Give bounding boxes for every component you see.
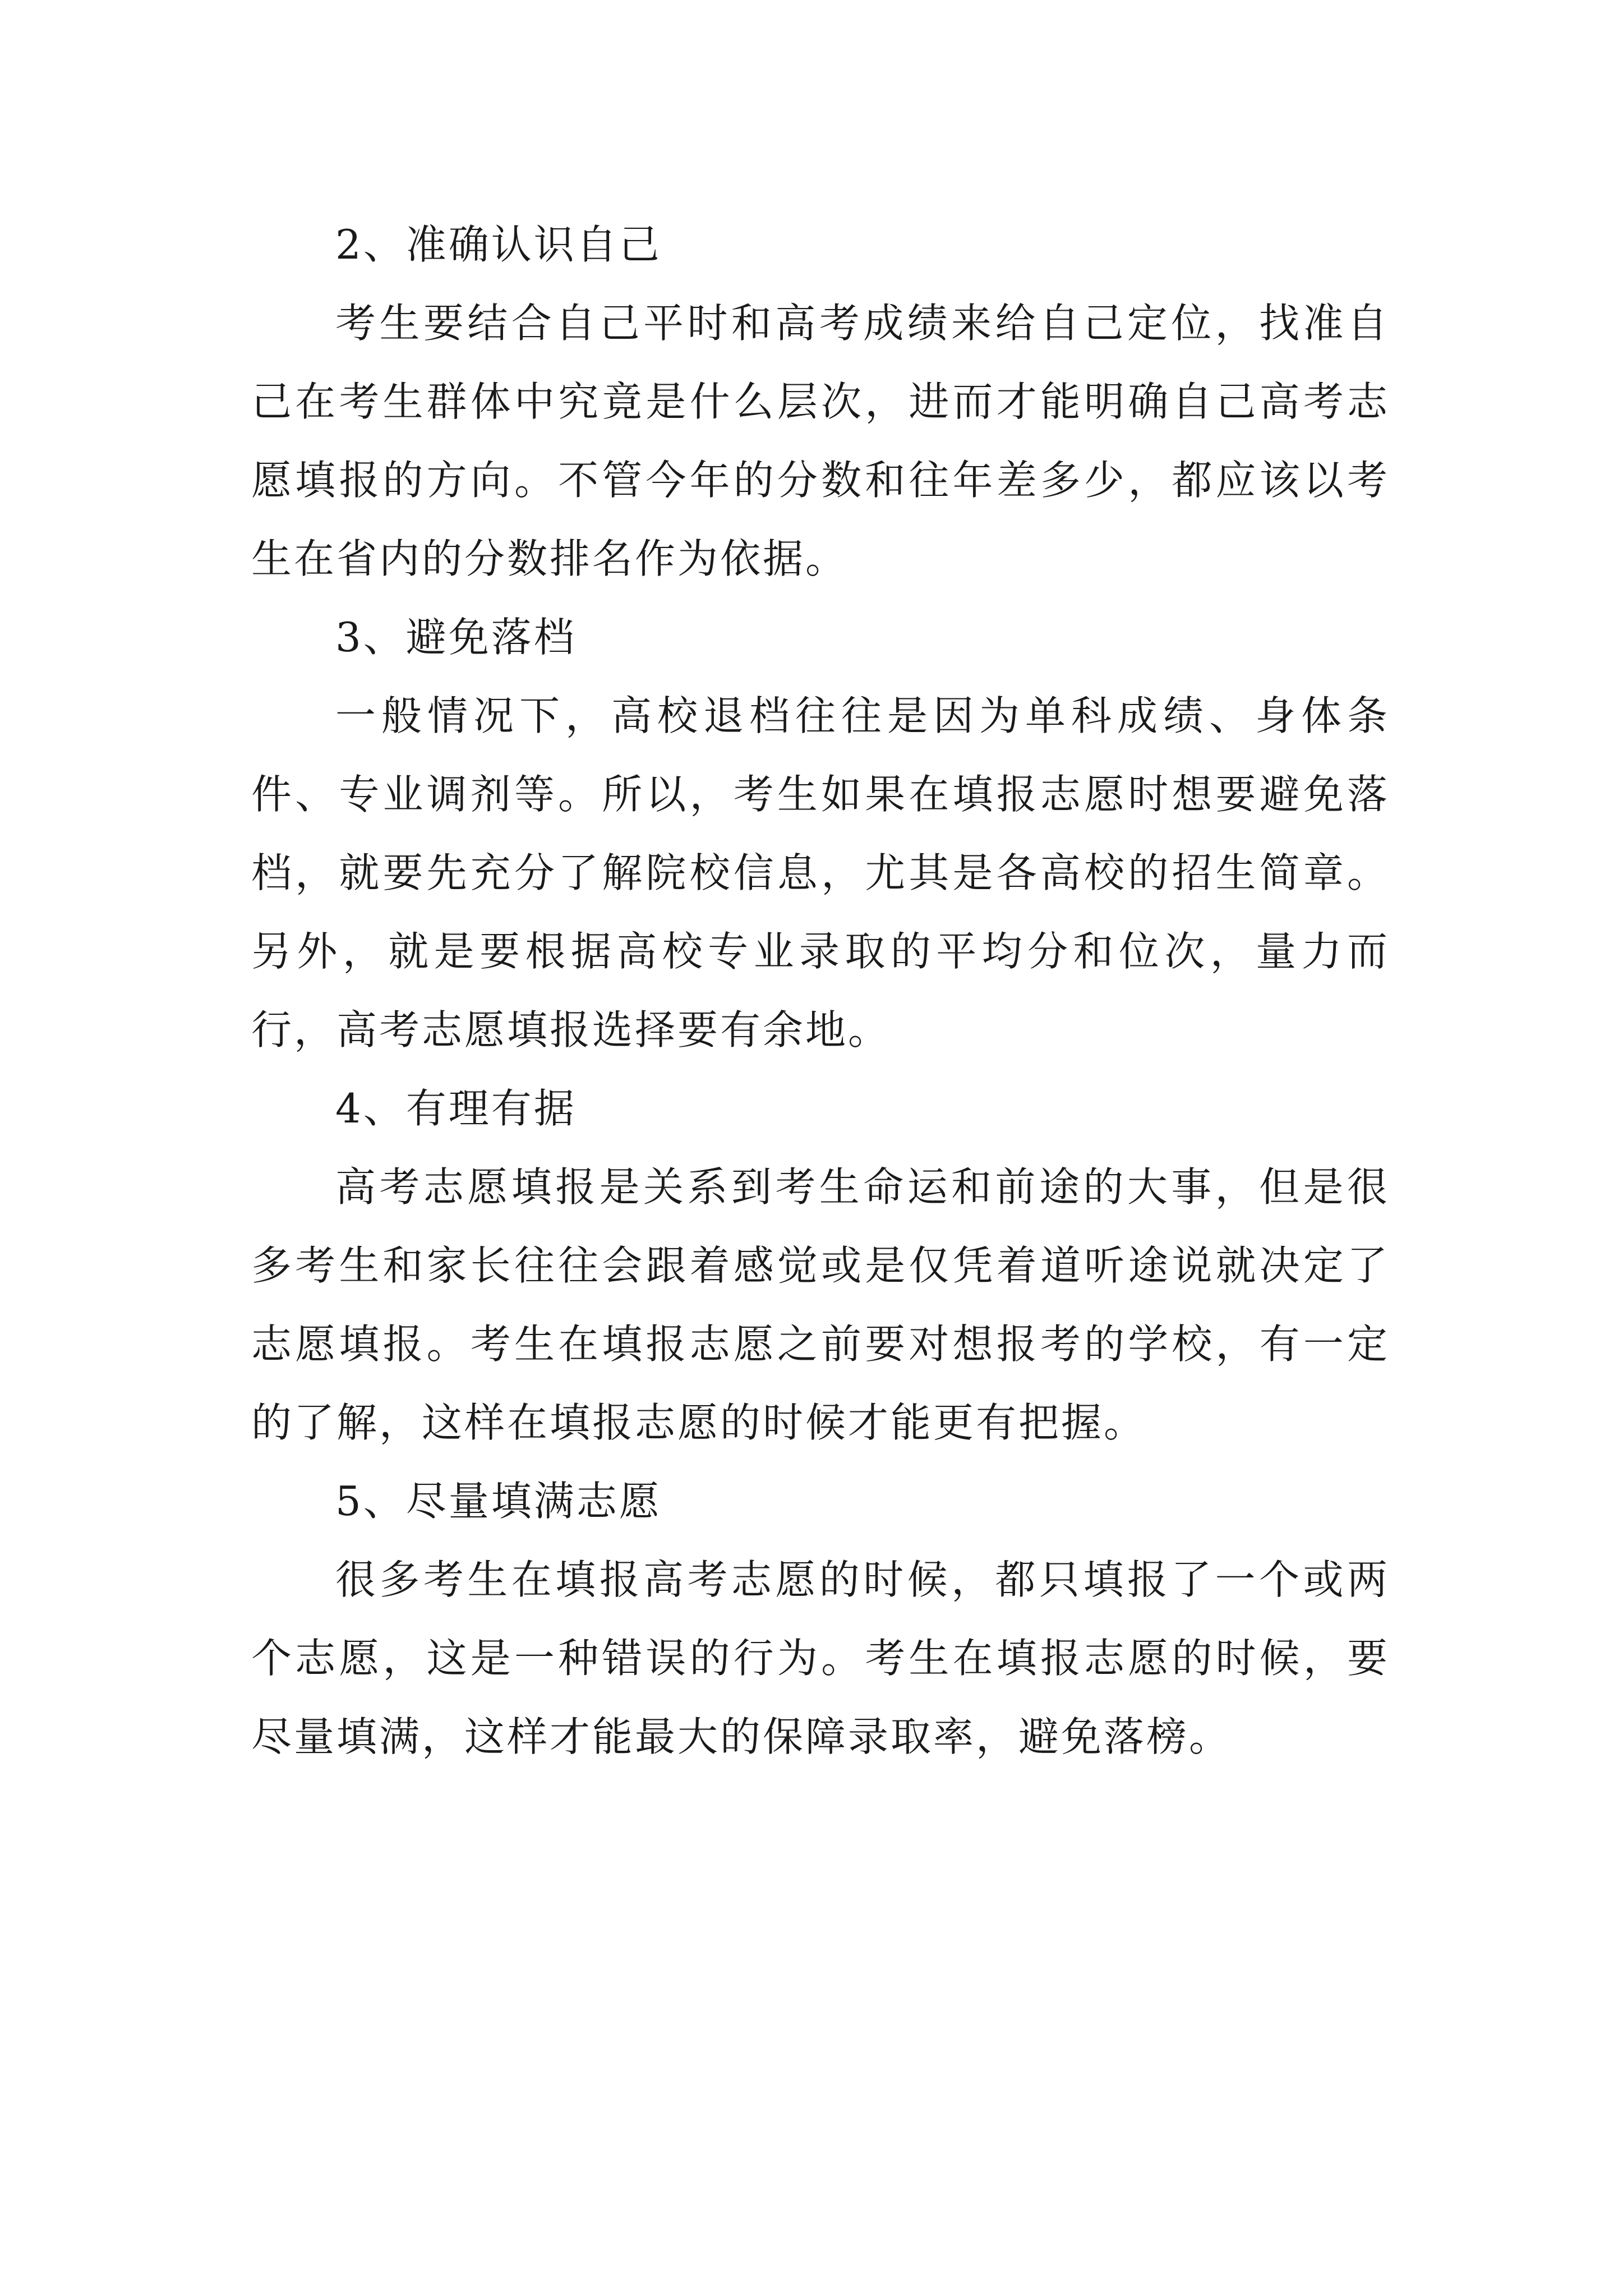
section-heading-5: 5、尽量填满志愿: [335, 1478, 662, 1525]
section-heading-3: 3、避免落档: [335, 614, 577, 661]
paragraph-fill-all-choices: 很多考生在填报高考志愿的时候，都只填报了一个或两个志愿，这是一种错误的行为。考生在填报志愿的时候，要尽量填满，这样才能最大的保障录取率，避免落榜。: [251, 1556, 1390, 1760]
section-heading-4: 4、有理有据: [335, 1085, 577, 1132]
paragraph-know-yourself: 考生要结合自己平时和高考成绩来给自己定位，找准自己在考生群体中究竟是什么层次，进而才能明确自己高考志愿填报的方向。不管今年的分数和往年差多少，都应该以考生在省内的分数排名作为依据。: [251, 300, 1390, 582]
paragraph-well-founded: 高考志愿填报是关系到考生命运和前途的大事，但是很多考生和家长往往会跟着感觉或是仅凭着道听途说就决定了志愿填报。考生在填报志愿之前要对想报考的学校，有一定的了解，这样在填报志愿的时候才能更有把握。: [251, 1163, 1390, 1446]
document-body: [251, 205, 1390, 1776]
section-heading-2: 2、准确认识自己: [335, 221, 662, 268]
paragraph-avoid-rejection: 一般情况下，高校退档往往是因为单科成绩、身体条件、专业调剂等。所以，考生如果在填报志愿时想要避免落档，就要先充分了解院校信息，尤其是各高校的招生简章。另外，就是要根据高校专业录取的平均分和位次，量力而行，高考志愿填报选择要有余地。: [251, 692, 1390, 1053]
